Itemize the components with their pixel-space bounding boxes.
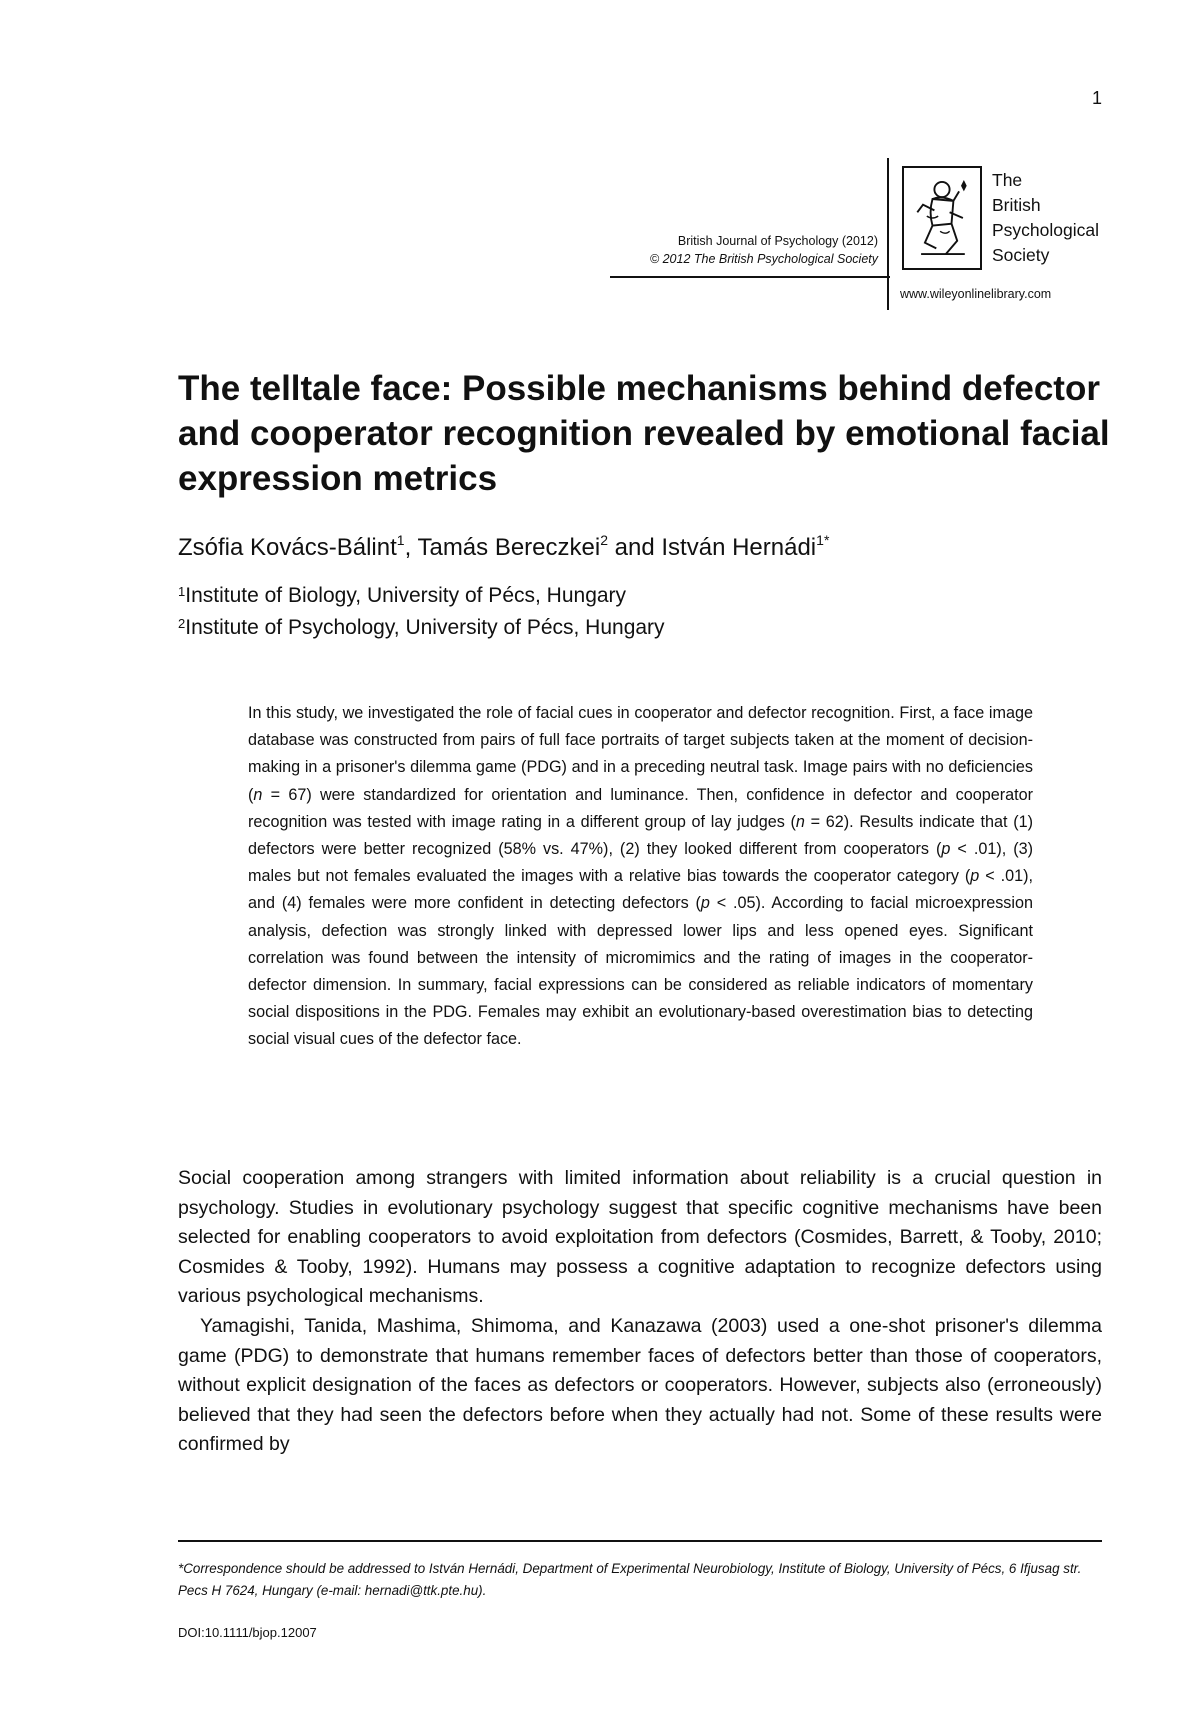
abstract-variable: p xyxy=(970,867,980,886)
doi: DOI:10.1111/bjop.12007 xyxy=(178,1625,317,1640)
author-name: Tamás Bereczkei xyxy=(417,534,601,561)
author-separator: and xyxy=(608,534,662,561)
affiliation-text: Institute of Biology, University of Pécs, Hungary xyxy=(185,584,627,607)
abstract-text: < .05). According to facial microexpression analysis, defection was strongly linked with depressed lower lips and less opened eyes. Significant correlation was found between the intensity of micromimics and the rating of images in the cooperator-defector dimension. In summary, facial expressions can be considered as reliable indicators of momentary social dispositions in the PDG. Females may exhibit an evolutionary-based overestimation bias to detecting social visual cues of the defector face. xyxy=(248,894,1033,1049)
affiliation-mark: 1 xyxy=(178,584,186,599)
author-affiliation-number: 1 xyxy=(816,532,824,548)
author-name: István Hernádi xyxy=(661,534,817,561)
society-emblem-icon xyxy=(902,166,982,270)
society-line: Society xyxy=(992,245,1050,265)
page-number: 1 xyxy=(1092,88,1103,108)
header-rule xyxy=(610,276,890,278)
body-text xyxy=(178,1164,1102,1460)
society-line: Psychological xyxy=(992,220,1099,240)
paper-title: The telltale face: Possible mechanisms behind defector and cooperator recognition revealed by emotional facial expression metrics xyxy=(178,369,1110,498)
website-link[interactable]: www.wileyonlinelibrary.com xyxy=(900,287,1052,301)
correspondence-footnote: *Correspondence should be addressed to István Hernádi, Department of Experimental Neurobiology, Institute of Biology, University of Pécs, 6 Ifjusag str. Pecs H 7624, Hungary (e-mail: hernadi@ttk.pte.hu). xyxy=(178,1561,1082,1598)
author-affiliation-mark: 1 xyxy=(396,532,405,548)
society-emblem-graphic xyxy=(904,168,980,268)
abstract-variable: p xyxy=(941,840,951,859)
abstract-text: = 67) were standardized for orientation and luminance. Then, confidence in defector and cooperator recognition was tested with image rating in a different group of lay judges ( xyxy=(248,785,1033,831)
abstract-text: In this study, we investigated the role of facial cues in cooperator and defector recognition. First, a face image database was constructed from pairs of full face portraits of target subjects taken at the moment of decision-making in a prisoner's dilemma game (PDG) and in a preceding neutral task. Image pairs with no deficiencies ( xyxy=(248,704,1033,804)
author-separator: , xyxy=(404,534,418,561)
body-paragraph: Yamagishi, Tanida, Mashima, Shimoma, and Kanazawa (2003) used a one-shot prisoner's dilemma game (PDG) to demonstrate that humans remember faces of defectors better than those of cooperators, without explicit designation of the faces as defectors or cooperators. However, subjects also (erroneously) believed that they had seen the defectors before when they actually had not. Some of these results were confirmed by xyxy=(178,1314,1102,1456)
affiliation xyxy=(178,616,665,640)
abstract-text: < .01), (3) males but not females evaluated the images with a relative bias towards the cooperator category ( xyxy=(248,840,1033,886)
abstract-variable: p xyxy=(700,894,710,913)
society-line: British xyxy=(992,195,1041,215)
author-list xyxy=(178,534,829,562)
body-paragraph: Social cooperation among strangers with limited information about reliability is a crucial question in psychology. Studies in evolutionary psychology suggest that specific cognitive mechanisms have been selected for enabling cooperators to avoid exploitation from defectors (Cosmides, Barrett, & Tooby, 2010; Cosmides & Tooby, 1992). Humans may possess a cognitive adaptation to recognize defectors using various psychological mechanisms. xyxy=(178,1167,1102,1308)
author-name: Zsófia Kovács-Bálint xyxy=(178,534,397,561)
society-name xyxy=(992,168,1099,268)
society-line: The xyxy=(992,170,1023,190)
affiliation-mark: 2 xyxy=(178,616,186,631)
author-affiliation-mark: 2 xyxy=(600,532,608,548)
journal-copyright: © 2012 The British Psychological Society xyxy=(649,252,878,266)
abstract-text: = 62). Results indicate that (1) defectors were better recognized (58% vs. 47%), (2) they looked different from cooperators ( xyxy=(248,812,1033,859)
journal-header xyxy=(560,232,878,268)
abstract-variable: n xyxy=(795,812,805,831)
abstract-variable: n xyxy=(253,785,263,804)
abstract-text: < .01), and (4) females were more confident in detecting defectors ( xyxy=(248,867,1033,913)
header-divider xyxy=(887,158,889,310)
abstract xyxy=(248,700,1033,1054)
journal-name: British Journal of Psychology (2012) xyxy=(677,234,878,248)
affiliation xyxy=(178,584,626,608)
affiliation-text: Institute of Psychology, University of Pécs, Hungary xyxy=(185,616,665,639)
footnote-rule xyxy=(178,1540,1102,1542)
corresponding-author-mark: * xyxy=(823,532,830,548)
author-affiliation-mark xyxy=(816,532,829,548)
